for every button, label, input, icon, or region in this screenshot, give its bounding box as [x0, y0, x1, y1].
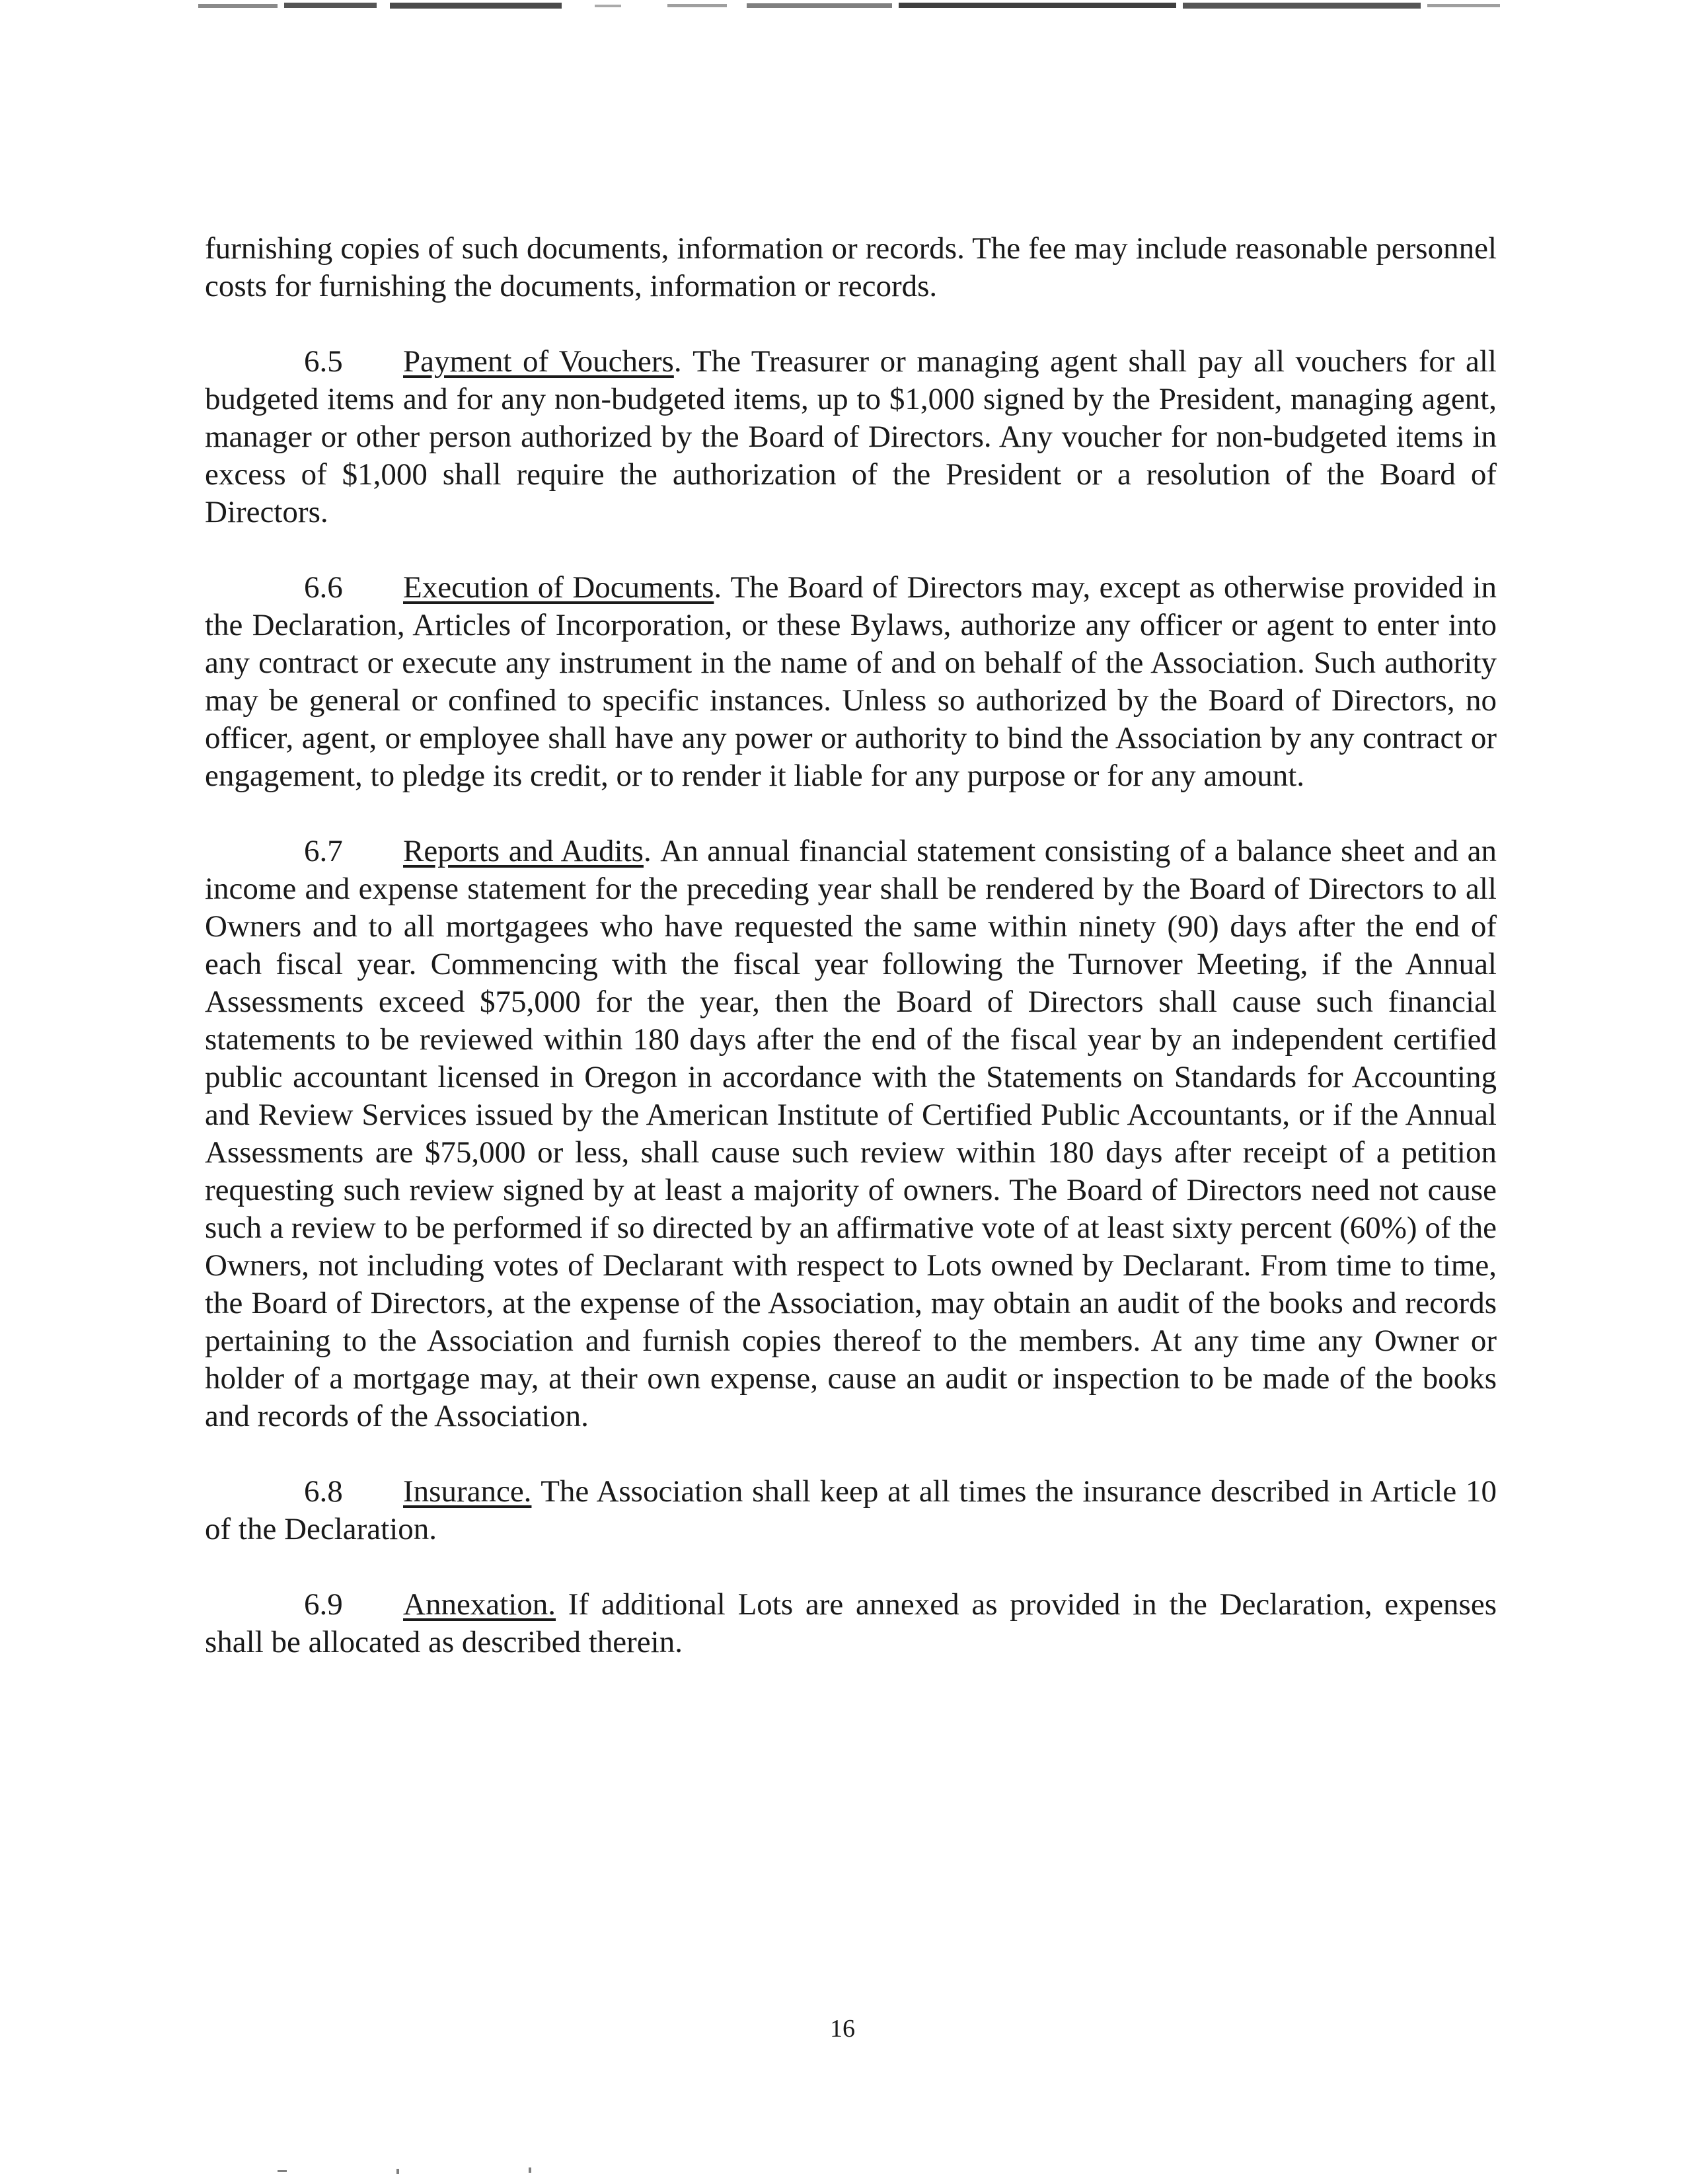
section-heading: Annexation.	[403, 1587, 556, 1622]
heading-punctuation: .	[673, 344, 682, 379]
section-text: The Board of Directors may, except as otherwise provided in the Declaration, Articles of Incorporation, or these Bylaws, authorize any officer or agent to enter into any contract or execute any instrument in the name of and on behalf of the Association. Such authority may be general or confined to specific instances. Unless so authorized by the Board of Directors, no officer, agent, or employee shall have any power or authority to bind the Association by any contract or engagement, to pledge its credit, or to render it liable for any purpose or for any amount.	[205, 570, 1497, 793]
section-number: 6.9	[304, 1587, 343, 1622]
scan-artifact-bottom	[0, 2161, 1685, 2181]
scan-artifact-top	[0, 0, 1685, 16]
section-text: The Treasurer or managing agent shall pay all vouchers for all budgeted items and for any non-budgeted items, up to $1,000 signed by the President, managing agent, manager or other person authorized by the Board of Directors. Any voucher for non-budgeted items in excess of $1,000 shall require the authorization of the President or a resolution of the Board of Directors.	[205, 344, 1497, 529]
section-6-6	[205, 569, 1497, 795]
continuation-paragraph: furnishing copies of such documents, information or records. The fee may include reasonable personnel costs for furnishing the documents, information or records.	[205, 231, 1497, 303]
heading-punctuation: .	[714, 570, 722, 605]
section-heading: Execution of Documents	[403, 570, 714, 605]
section-heading: Insurance.	[403, 1474, 532, 1509]
section-number: 6.5	[304, 344, 343, 379]
section-text: If additional Lots are annexed as provided in the Declaration, expenses shall be allocated as described therein.	[205, 1587, 1497, 1659]
document-body	[205, 230, 1497, 1699]
section-number: 6.8	[304, 1474, 343, 1509]
section-6-5	[205, 343, 1497, 531]
section-heading: Reports and Audits	[403, 834, 644, 868]
section-heading: Payment of Vouchers	[403, 344, 674, 379]
page-number: 16	[830, 2015, 855, 2043]
section-number: 6.6	[304, 570, 343, 605]
section-text: The Association shall keep at all times the insurance described in Article 10 of the Declaration.	[205, 1474, 1497, 1546]
heading-punctuation: .	[643, 834, 652, 868]
section-6-9	[205, 1586, 1497, 1661]
section-number: 6.7	[304, 834, 343, 868]
section-text: An annual financial statement consisting of a balance sheet and an income and expense statement for the preceding year shall be rendered by the Board of Directors to all Owners and to all mortgagees who have requested the same within ninety (90) days after the end of each fiscal year. Commencing with the fiscal year following the Turnover Meeting, if the Annual Assessments exceed $75,000 for the year, then the Board of Directors shall cause such financial statements to be reviewed within 180 days after the end of the fiscal year by an independent certified public accountant licensed in Oregon in accordance with the Statements on Standards for Accounting and Review Services issued by the American Institute of Certified Public Accountants, or if the Annual Assessments are $75,000 or less, shall cause such review within 180 days after receipt of a petition requesting such review signed by at least a majority of owners. The Board of Directors need not cause such a review to be performed if so directed by an affirmative vote of at least sixty percent (60%) of the Owners, not including votes of Declarant with respect to Lots owned by Declarant. From time to time, the Board of Directors, at the expense of the Association, may obtain an audit of the books and records pertaining to the Association and furnish copies thereof to the members. At any time any Owner or holder of a mortgage may, at their own expense, cause an audit or inspection to be made of the books and records of the Association.	[205, 834, 1497, 1433]
section-6-7	[205, 833, 1497, 1435]
section-6-8	[205, 1473, 1497, 1548]
